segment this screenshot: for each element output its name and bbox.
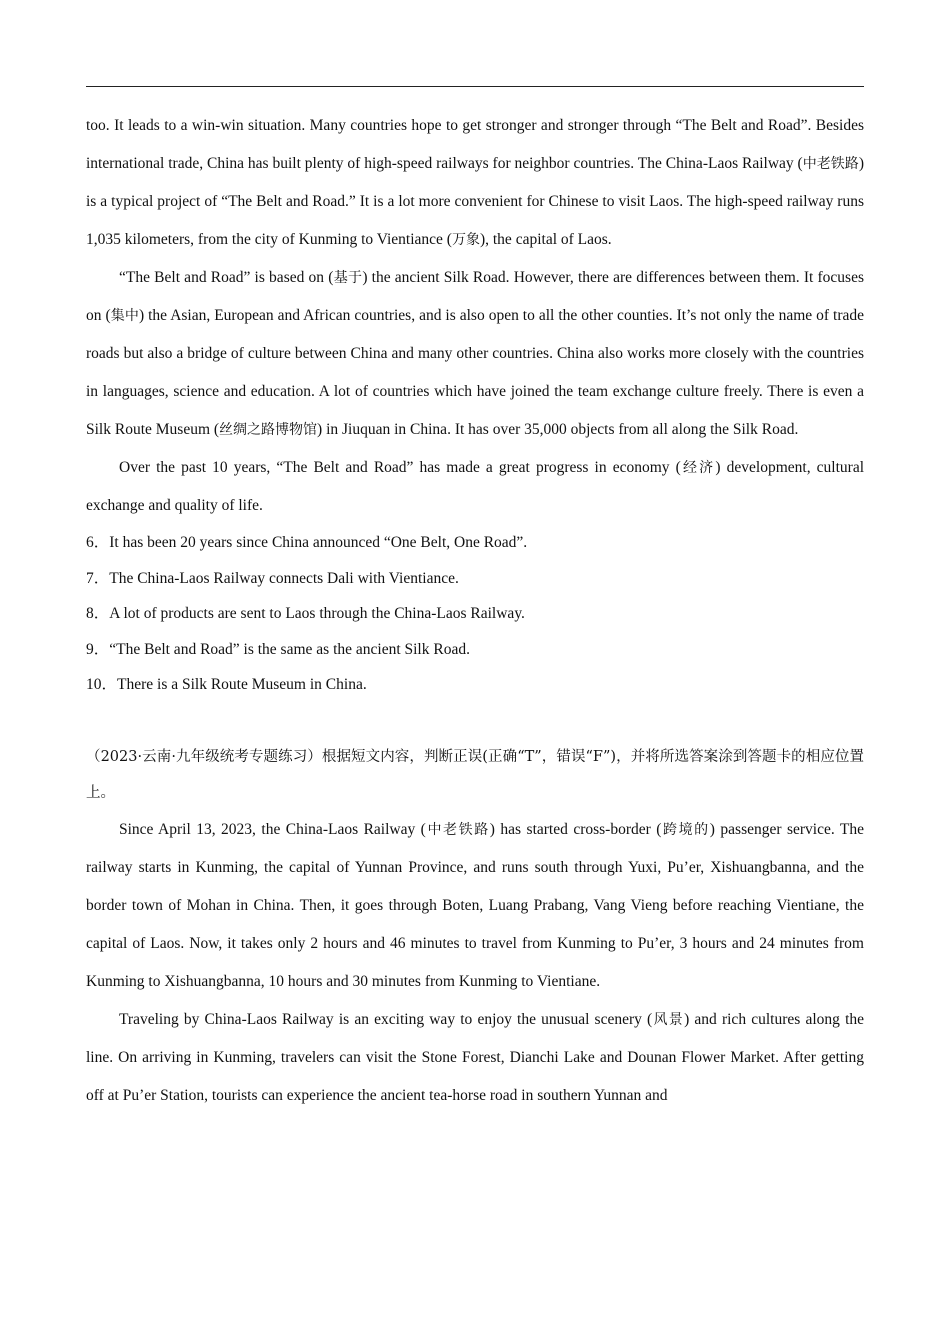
text-run: ) the ancient Silk Road. However, there are differences between them. It focuses on ( — [86, 269, 864, 324]
question-item-6: 6．It has been 20 years since China announced “One Belt, One Road”. — [86, 534, 528, 551]
text-run: ) is a typical project of “The Belt and Road.” It is a lot more convenient for Chinese to visit Laos. The high-speed railway runs 1,035 kilometers, from the city of Kunming to Vientiance ( — [86, 155, 864, 248]
chinese-gloss: 中老铁路 — [425, 821, 490, 838]
question-item-7: 7．The China-Laos Railway connects Dali with Vientiance. — [86, 569, 459, 587]
text-run: ) the Asian, European and African countries, and is also open to all the other counties. It’s not only the name of trade roads but also a bridge of culture between China and many other countries. China also works more closely with the countries in languages, science and education. A lot of countries which have joined the team exchange culture freely. There is even a Silk Route Museum ( — [86, 307, 865, 438]
text-run: Over the past 10 years, “The Belt and Road” has made a great progress in economy ( — [119, 459, 681, 476]
text-run: ) passenger service. The railway starts in Kunming, the capital of Yunnan Province, and runs south through Yuxi, Pu’er, Xishuangbanna, and the border town of Mohan in China. Then, it goes through Boten, Luang Prabang, Vang Vieng before reaching Vientiane, the capital of Laos. Now, it takes only 2 hours and 46 minutes to travel from Kunming to Pu’er, 3 hours and 24 minutes from Kunming to Xishuangbanna, 10 hours and 30 minutes from Kunming to Vientiane. — [86, 820, 865, 990]
text-run: “The Belt and Road” is based on ( — [119, 269, 334, 286]
header-rule — [86, 86, 864, 87]
exercise-source-instruction: （2023·云南·九年级统考专题练习）根据短文内容，判断正误(正确“T”，错误“F”)，并将所选答案涂到答题卡的相应位置上。 — [86, 748, 864, 801]
document-body — [86, 107, 864, 1115]
question-item-8: 8．A lot of products are sent to Laos through the China-Laos Railway. — [86, 605, 525, 622]
question-list — [86, 525, 864, 703]
passage-two — [86, 811, 864, 1115]
question-item-9: 9．“The Belt and Road” is the same as the ancient Silk Road. — [86, 640, 470, 658]
text-run: ) development, cultural exchange and quality of life. — [86, 459, 865, 514]
passage-one-paragraph-2 — [86, 259, 864, 449]
text-run: ) has started cross-border ( — [489, 820, 662, 838]
text-run: Traveling by China-Laos Railway is an exciting way to enjoy the unusual scenery ( — [119, 1010, 653, 1028]
text-run: too. It leads to a win-win situation. Many countries hope to get stronger and stronger through “The Belt and Road”. Besides international trade, China has built plenty of high-speed railways for neighbor countries. The China-Laos Railway ( — [86, 117, 864, 172]
passage-one-paragraph-1 — [86, 107, 864, 259]
chinese-gloss: 集中 — [110, 308, 139, 324]
text-run: ), the capital of Laos. — [479, 231, 612, 248]
passage-two-paragraph-1 — [86, 811, 864, 1001]
chinese-gloss: 风景 — [652, 1011, 685, 1028]
chinese-gloss: 跨境的 — [661, 821, 710, 838]
passage-one — [86, 107, 864, 525]
chinese-gloss: 丝绸之路博物馆 — [219, 422, 318, 438]
passage-two-paragraph-2 — [86, 1001, 864, 1115]
passage-one-paragraph-3 — [86, 449, 864, 525]
text-run: ) in Jiuquan in China. It has over 35,000 objects from all along the Silk Road. — [317, 421, 799, 438]
text-run: Since April 13, 2023, the China-Laos Railway ( — [119, 820, 426, 838]
chinese-gloss: 经济 — [680, 460, 716, 476]
chinese-gloss: 中老铁路 — [802, 156, 859, 172]
text-run: ) and rich cultures along the line. On arriving in Kunming, travelers can visit the Stone Forest, Dianchi Lake and Dounan Flower Market. After getting off at Pu’er Station, tourists can experience the ancient tea-horse road in southern Yunnan and — [86, 1010, 865, 1104]
chinese-gloss: 万象 — [451, 232, 480, 248]
section-spacer — [86, 703, 864, 739]
question-item-10: 10．There is a Silk Route Museum in China. — [86, 676, 367, 693]
chinese-gloss: 基于 — [333, 270, 363, 286]
